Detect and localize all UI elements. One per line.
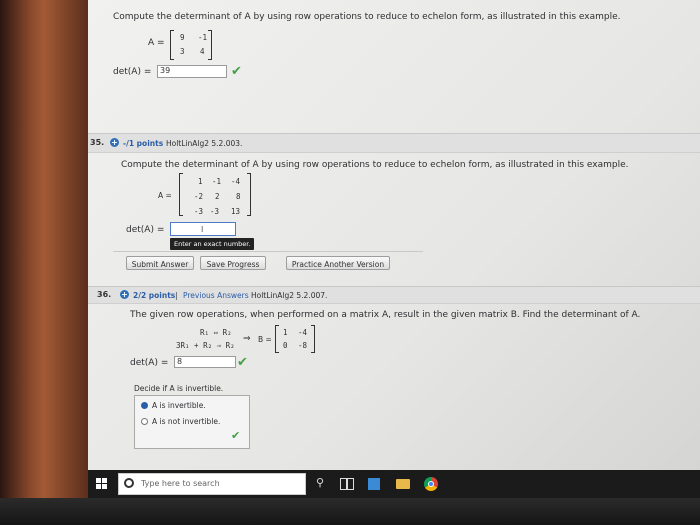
- matrix-cell: 8: [236, 192, 241, 201]
- matrix-cell: 0: [283, 341, 288, 350]
- microphone-icon[interactable]: ⚲: [316, 476, 325, 489]
- q34-det-label: det(A) =: [113, 67, 152, 77]
- q36-number: 36.: [97, 290, 112, 299]
- q35-points: -/1 points: [123, 139, 164, 148]
- implies-arrow-icon: ⇒: [243, 334, 251, 344]
- q35-prompt: Compute the determinant of A by using row operations to reduce to echelon form, as illustrated in this example.: [121, 160, 629, 170]
- cortana-circle-icon: [124, 478, 134, 488]
- matrix-bracket-right: [311, 325, 315, 353]
- expand-plus-icon[interactable]: +: [121, 290, 128, 299]
- matrix-bracket-left: [179, 173, 183, 216]
- matrix-cell: -3: [210, 207, 220, 216]
- windows-start-icon[interactable]: [96, 478, 108, 490]
- matrix-cell: 13: [231, 207, 241, 216]
- matrix-cell: -2: [194, 192, 204, 201]
- task-view-icon[interactable]: [340, 476, 352, 492]
- chrome-icon[interactable]: [424, 477, 438, 491]
- option-invertible-radio[interactable]: [141, 402, 148, 409]
- practice-another-version-button[interactable]: Practice Another Version: [286, 256, 390, 270]
- matrix-cell: 9: [180, 33, 185, 42]
- file-explorer-icon[interactable]: [396, 476, 412, 492]
- matrix-cell: -8: [298, 341, 308, 350]
- matrix-cell: -4: [231, 177, 241, 186]
- q36-header-bar: [88, 286, 700, 304]
- q36-row-op-1: R₁ ⇔ R₂: [200, 328, 232, 337]
- store-icon[interactable]: [368, 478, 380, 490]
- monitor-bezel-left: [0, 0, 88, 525]
- option-not-invertible-radio[interactable]: [141, 418, 148, 425]
- correct-check-icon: ✔: [237, 355, 248, 370]
- q36-row-op-2: 3R₁ + R₂ ⇒ R₂: [176, 341, 235, 350]
- browser-content: [88, 0, 700, 470]
- option-not-invertible-label: A is not invertible.: [152, 417, 221, 426]
- previous-answers-link[interactable]: Previous Answers: [183, 291, 249, 300]
- q35-det-input[interactable]: [170, 222, 236, 236]
- q34-matrix-label: A =: [148, 38, 165, 48]
- q35-det-label: det(A) =: [126, 225, 165, 235]
- matrix-cell: -1: [198, 33, 208, 42]
- search-placeholder: Type here to search: [141, 479, 220, 488]
- submit-answer-button[interactable]: Submit Answer: [126, 256, 194, 270]
- save-progress-button[interactable]: Save Progress: [200, 256, 266, 270]
- q36-matrix-label: B =: [258, 335, 272, 344]
- q35-matrix-label: A =: [158, 191, 172, 200]
- windows-taskbar: [88, 470, 700, 498]
- correct-check-icon: ✔: [231, 429, 241, 442]
- q34-prompt: Compute the determinant of A by using row operations to reduce to echelon form, as illustrated in this example.: [113, 12, 621, 22]
- q36-points: 2/2 points: [133, 291, 176, 300]
- matrix-bracket-right: [247, 173, 251, 216]
- input-hint-tooltip: Enter an exact number.: [170, 238, 254, 250]
- matrix-cell: -3: [194, 207, 204, 216]
- matrix-bracket-right: [208, 30, 212, 60]
- q36-decide-prompt: Decide if A is invertible.: [134, 384, 224, 393]
- matrix-cell: 1: [283, 328, 288, 337]
- q34-det-input[interactable]: 39: [157, 65, 227, 78]
- monitor-bezel-bottom: [0, 498, 700, 525]
- q35-source: HoltLinAlg2 5.2.003.: [166, 139, 243, 148]
- correct-check-icon: ✔: [231, 64, 242, 79]
- q36-source: HoltLinAlg2 5.2.007.: [251, 291, 328, 300]
- matrix-cell: 2: [215, 192, 220, 201]
- option-invertible-label: A is invertible.: [152, 401, 206, 410]
- taskbar-search-input[interactable]: [118, 473, 306, 495]
- q36-det-input[interactable]: 8: [174, 356, 236, 368]
- q36-separator: |: [175, 291, 178, 300]
- text-cursor: I: [201, 225, 204, 234]
- matrix-cell: 1: [198, 177, 203, 186]
- matrix-bracket-left: [170, 30, 174, 60]
- q36-prompt: The given row operations, when performed on a matrix A, result in the given matrix B. Find the determinant of A.: [130, 310, 641, 320]
- matrix-cell: -1: [212, 177, 222, 186]
- expand-plus-icon[interactable]: +: [111, 138, 118, 147]
- q35-number: 35.: [90, 138, 105, 147]
- divider: [113, 251, 423, 252]
- matrix-cell: 3: [180, 47, 185, 56]
- matrix-bracket-left: [275, 325, 279, 353]
- matrix-cell: -4: [298, 328, 308, 337]
- q36-det-label: det(A) =: [130, 358, 169, 368]
- matrix-cell: 4: [200, 47, 205, 56]
